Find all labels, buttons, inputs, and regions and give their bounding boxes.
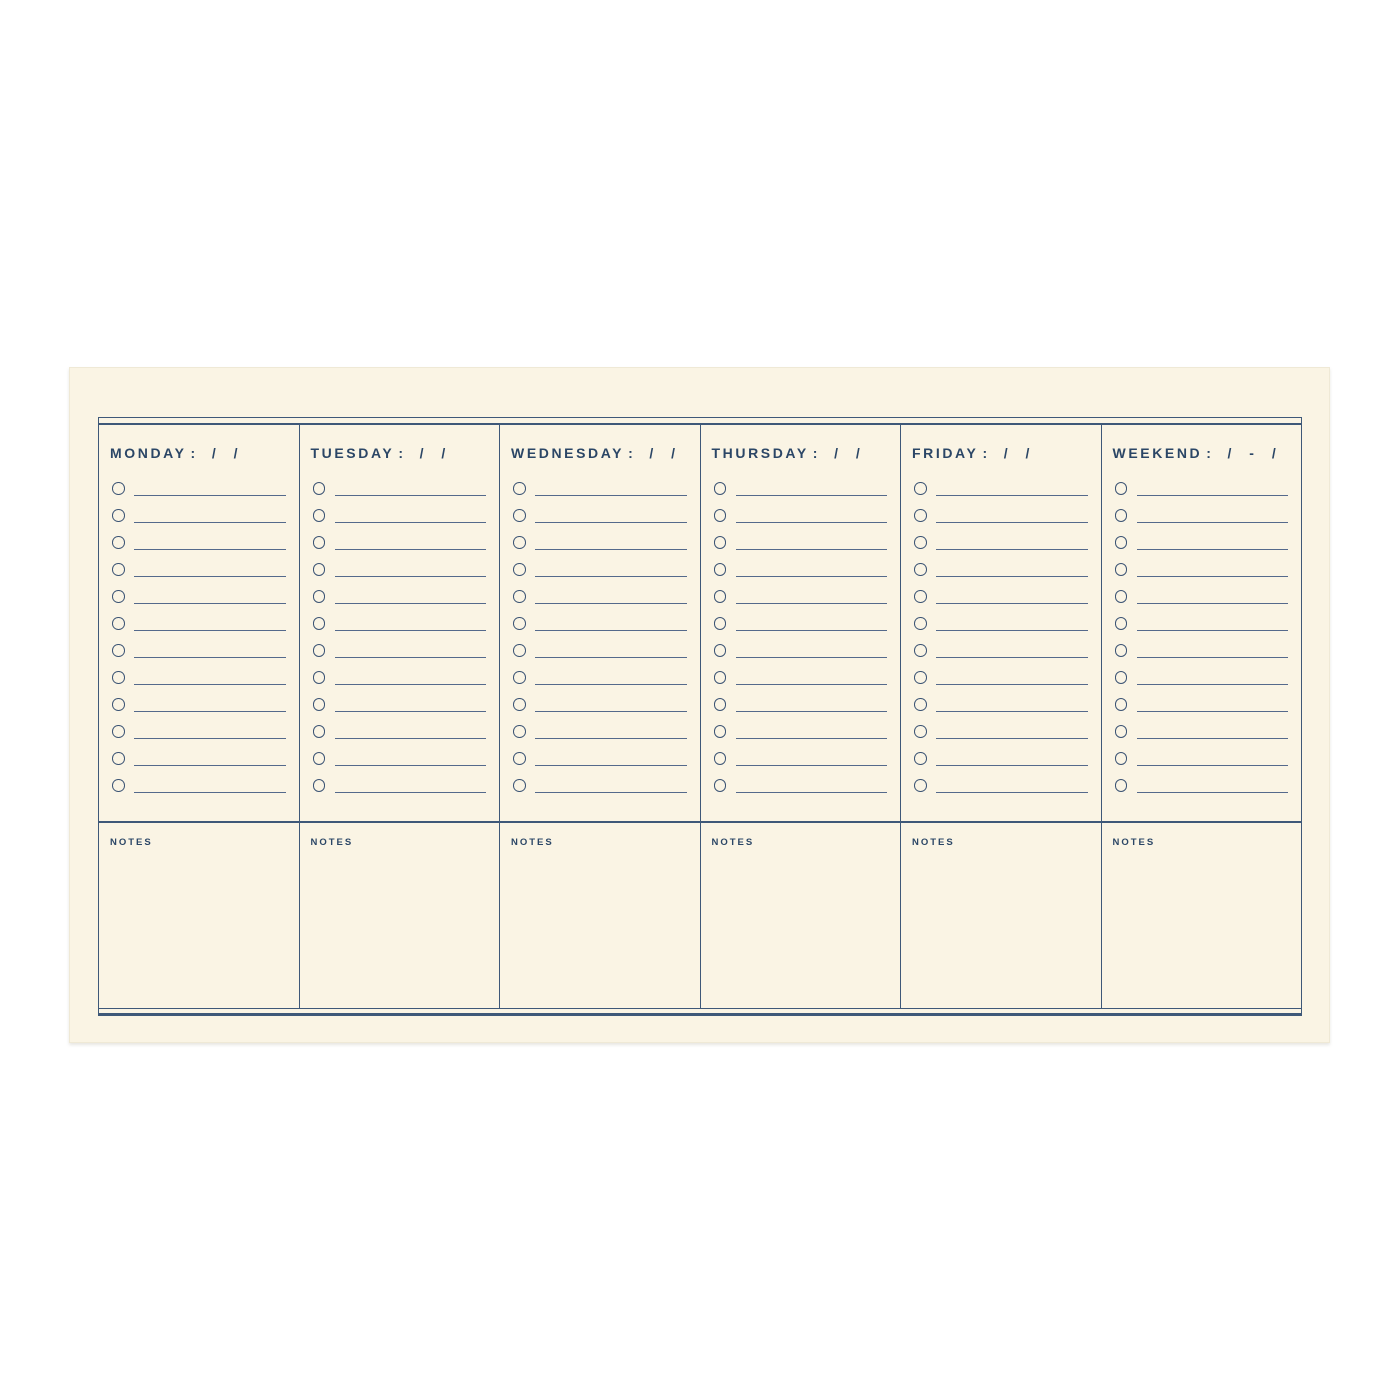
todo-write-line[interactable] [736,765,888,766]
date-placeholder: / / [649,445,683,461]
todo-row[interactable] [99,718,299,745]
todo-row[interactable] [901,718,1101,745]
todo-row[interactable] [500,610,700,637]
todo-write-line[interactable] [134,522,286,523]
day-header [1102,425,1302,475]
todo-write-line[interactable] [936,576,1088,577]
checkbox-circle-icon[interactable] [313,698,326,711]
todo-list [300,475,500,799]
notes-section[interactable] [1102,821,1302,1008]
todo-row[interactable] [701,664,901,691]
bottom-double-rule [99,1008,1301,1009]
checkbox-circle-icon[interactable] [313,590,326,603]
todo-write-line[interactable] [736,711,888,712]
checkbox-circle-icon[interactable] [112,617,125,630]
checkbox-circle-icon[interactable] [914,536,927,549]
checkbox-circle-icon[interactable] [513,482,526,495]
checkbox-circle-icon[interactable] [1115,671,1128,684]
todo-write-line[interactable] [1137,711,1289,712]
todo-row[interactable] [99,637,299,664]
checkbox-circle-icon[interactable] [714,698,727,711]
day-label: TUESDAY [310,445,395,461]
todo-row[interactable] [1102,475,1302,502]
day-column-friday [901,425,1102,1008]
checkbox-circle-icon[interactable] [513,536,526,549]
todo-list [1102,475,1302,799]
todo-write-line[interactable] [134,738,286,739]
checkbox-circle-icon[interactable] [313,482,326,495]
todo-row[interactable] [500,745,700,772]
day-separator: : [982,445,990,461]
day-label: MONDAY [110,445,187,461]
todo-list [500,475,700,799]
checkbox-circle-icon[interactable] [714,482,727,495]
todo-row[interactable] [300,556,500,583]
date-placeholder: / / [419,445,453,461]
checkbox-circle-icon[interactable] [112,509,125,522]
todo-write-line[interactable] [1137,549,1289,550]
todo-write-line[interactable] [335,576,487,577]
todo-row[interactable] [1102,637,1302,664]
todo-row[interactable] [99,502,299,529]
todo-row[interactable] [500,583,700,610]
notes-label: NOTES [912,837,955,848]
todo-row[interactable] [701,718,901,745]
todo-row[interactable] [300,664,500,691]
todo-write-line[interactable] [134,765,286,766]
todo-write-line[interactable] [1137,495,1289,496]
todo-write-line[interactable] [335,630,487,631]
todo-row[interactable] [901,745,1101,772]
day-separator: : [398,445,406,461]
todo-write-line[interactable] [335,603,487,604]
todo-write-line[interactable] [936,765,1088,766]
todo-row[interactable] [500,664,700,691]
todo-write-line[interactable] [936,630,1088,631]
todo-row[interactable] [1102,664,1302,691]
todo-row[interactable] [300,502,500,529]
todo-write-line[interactable] [335,711,487,712]
checkbox-circle-icon[interactable] [914,698,927,711]
checkbox-circle-icon[interactable] [513,644,526,657]
todo-write-line[interactable] [535,603,687,604]
todo-write-line[interactable] [134,657,286,658]
todo-write-line[interactable] [335,738,487,739]
todo-write-line[interactable] [936,495,1088,496]
checkbox-circle-icon[interactable] [1115,482,1128,495]
todo-row[interactable] [701,556,901,583]
notes-label: NOTES [110,837,153,848]
todo-write-line[interactable] [535,657,687,658]
checkbox-circle-icon[interactable] [1115,725,1128,738]
checkbox-circle-icon[interactable] [112,563,125,576]
todo-write-line[interactable] [335,657,487,658]
todo-write-line[interactable] [335,765,487,766]
todo-row[interactable] [300,745,500,772]
todo-row[interactable] [500,637,700,664]
todo-write-line[interactable] [736,495,888,496]
todo-row[interactable] [99,475,299,502]
checkbox-circle-icon[interactable] [513,698,526,711]
todo-row[interactable] [300,772,500,799]
checkbox-circle-icon[interactable] [1115,698,1128,711]
checkbox-circle-icon[interactable] [313,752,326,765]
todo-write-line[interactable] [736,522,888,523]
todo-row[interactable] [1102,529,1302,556]
todo-write-line[interactable] [134,603,286,604]
todo-write-line[interactable] [535,576,687,577]
todo-row[interactable] [300,718,500,745]
checkbox-circle-icon[interactable] [112,482,125,495]
todo-write-line[interactable] [535,522,687,523]
todo-write-line[interactable] [335,549,487,550]
checkbox-circle-icon[interactable] [1115,779,1128,792]
checkbox-circle-icon[interactable] [714,752,727,765]
todo-write-line[interactable] [335,792,487,793]
checkbox-circle-icon[interactable] [313,644,326,657]
checkbox-circle-icon[interactable] [914,509,927,522]
todo-row[interactable] [500,529,700,556]
todo-write-line[interactable] [736,603,888,604]
date-placeholder: / - / [1227,445,1283,461]
checkbox-circle-icon[interactable] [714,563,727,576]
day-header [99,425,299,475]
day-column-weekend [1102,425,1302,1008]
todo-write-line[interactable] [134,576,286,577]
todo-write-line[interactable] [535,765,687,766]
todo-write-line[interactable] [335,522,487,523]
day-column-thursday [701,425,902,1008]
day-label: THURSDAY [711,445,809,461]
todo-row[interactable] [1102,745,1302,772]
todo-row[interactable] [300,691,500,718]
notes-section[interactable] [901,821,1101,1008]
checkbox-circle-icon[interactable] [313,725,326,738]
todo-row[interactable] [300,637,500,664]
day-column-wednesday [500,425,701,1008]
todo-row[interactable] [901,772,1101,799]
todo-row[interactable] [99,529,299,556]
todo-write-line[interactable] [736,738,888,739]
todo-write-line[interactable] [736,657,888,658]
checkbox-circle-icon[interactable] [313,671,326,684]
checkbox-circle-icon[interactable] [513,509,526,522]
checkbox-circle-icon[interactable] [313,509,326,522]
todo-write-line[interactable] [1137,738,1289,739]
day-separator: : [628,445,636,461]
checkbox-circle-icon[interactable] [313,536,326,549]
todo-write-line[interactable] [1137,630,1289,631]
notes-section[interactable] [701,821,901,1008]
todo-row[interactable] [901,610,1101,637]
todo-row[interactable] [901,529,1101,556]
day-header [701,425,901,475]
todo-row[interactable] [500,718,700,745]
day-column-monday [99,425,300,1008]
checkbox-circle-icon[interactable] [914,752,927,765]
todo-write-line[interactable] [936,522,1088,523]
todo-write-line[interactable] [936,684,1088,685]
todo-list [701,475,901,799]
todo-write-line[interactable] [535,630,687,631]
notes-label: NOTES [711,837,755,848]
todo-row[interactable] [901,556,1101,583]
checkbox-circle-icon[interactable] [914,590,927,603]
todo-row[interactable] [1102,772,1302,799]
todo-row[interactable] [901,583,1101,610]
checkbox-circle-icon[interactable] [112,725,125,738]
checkbox-circle-icon[interactable] [513,752,526,765]
checkbox-circle-icon[interactable] [914,779,927,792]
todo-row[interactable] [701,502,901,529]
notes-section[interactable] [300,821,500,1008]
todo-row[interactable] [901,691,1101,718]
date-placeholder: / / [834,445,867,461]
todo-write-line[interactable] [736,576,888,577]
checkbox-circle-icon[interactable] [513,563,526,576]
todo-row[interactable] [99,664,299,691]
todo-list [99,475,299,799]
day-separator: : [190,445,198,461]
todo-row[interactable] [701,772,901,799]
todo-write-line[interactable] [936,711,1088,712]
checkbox-circle-icon[interactable] [714,590,727,603]
checkbox-circle-icon[interactable] [914,725,927,738]
todo-write-line[interactable] [535,711,687,712]
date-placeholder: / / [1003,445,1037,461]
checkbox-circle-icon[interactable] [513,617,526,630]
todo-row[interactable] [701,691,901,718]
day-header [901,425,1101,475]
todo-list [901,475,1101,799]
checkbox-circle-icon[interactable] [714,536,727,549]
day-columns [99,425,1301,1008]
checkbox-circle-icon[interactable] [1115,752,1128,765]
checkbox-circle-icon[interactable] [313,563,326,576]
notes-section[interactable] [99,821,299,1008]
todo-row[interactable] [99,610,299,637]
checkbox-circle-icon[interactable] [1115,590,1128,603]
todo-row[interactable] [1102,691,1302,718]
checkbox-circle-icon[interactable] [714,509,727,522]
todo-row[interactable] [901,637,1101,664]
todo-write-line[interactable] [134,711,286,712]
todo-write-line[interactable] [134,549,286,550]
checkbox-circle-icon[interactable] [513,725,526,738]
todo-write-line[interactable] [1137,603,1289,604]
checkbox-circle-icon[interactable] [914,644,927,657]
notes-section[interactable] [500,821,700,1008]
todo-row[interactable] [701,637,901,664]
day-column-tuesday [300,425,501,1008]
todo-row[interactable] [500,502,700,529]
checkbox-circle-icon[interactable] [1115,617,1128,630]
todo-row[interactable] [701,610,901,637]
checkbox-circle-icon[interactable] [112,590,125,603]
notes-label: NOTES [1112,837,1156,848]
todo-write-line[interactable] [936,738,1088,739]
checkbox-circle-icon[interactable] [112,671,125,684]
todo-row[interactable] [300,610,500,637]
todo-write-line[interactable] [936,657,1088,658]
checkbox-circle-icon[interactable] [914,671,927,684]
checkbox-circle-icon[interactable] [513,590,526,603]
todo-row[interactable] [901,502,1101,529]
checkbox-circle-icon[interactable] [1115,536,1128,549]
checkbox-circle-icon[interactable] [1115,563,1128,576]
todo-write-line[interactable] [1137,765,1289,766]
todo-row[interactable] [901,475,1101,502]
checkbox-circle-icon[interactable] [714,617,727,630]
checkbox-circle-icon[interactable] [914,563,927,576]
todo-write-line[interactable] [1137,657,1289,658]
planner-paper [69,367,1330,1043]
todo-row[interactable] [99,772,299,799]
todo-row[interactable] [99,556,299,583]
todo-row[interactable] [701,745,901,772]
todo-write-line[interactable] [535,684,687,685]
todo-write-line[interactable] [134,630,286,631]
checkbox-circle-icon[interactable] [714,725,727,738]
todo-write-line[interactable] [936,603,1088,604]
todo-row[interactable] [1102,718,1302,745]
day-label: WEEKEND [1112,445,1203,461]
todo-row[interactable] [1102,583,1302,610]
day-separator: : [812,445,821,461]
planner-table [98,417,1302,1016]
checkbox-circle-icon[interactable] [1115,509,1128,522]
todo-row[interactable] [300,529,500,556]
checkbox-circle-icon[interactable] [112,536,125,549]
todo-row[interactable] [701,583,901,610]
todo-row[interactable] [300,583,500,610]
todo-row[interactable] [901,664,1101,691]
day-header [500,425,700,475]
checkbox-circle-icon[interactable] [714,671,727,684]
checkbox-circle-icon[interactable] [914,617,927,630]
todo-write-line[interactable] [1137,792,1289,793]
todo-write-line[interactable] [736,684,888,685]
todo-row[interactable] [1102,556,1302,583]
day-label: FRIDAY [912,445,979,461]
checkbox-circle-icon[interactable] [112,752,125,765]
checkbox-circle-icon[interactable] [714,644,727,657]
todo-row[interactable] [500,556,700,583]
checkbox-circle-icon[interactable] [313,617,326,630]
checkbox-circle-icon[interactable] [513,671,526,684]
todo-write-line[interactable] [535,495,687,496]
checkbox-circle-icon[interactable] [112,698,125,711]
notes-label: NOTES [310,837,354,848]
todo-write-line[interactable] [1137,684,1289,685]
checkbox-circle-icon[interactable] [714,779,727,792]
day-separator: : [1206,445,1214,461]
todo-write-line[interactable] [736,630,888,631]
todo-row[interactable] [99,583,299,610]
todo-row[interactable] [500,772,700,799]
todo-row[interactable] [701,529,901,556]
todo-write-line[interactable] [335,684,487,685]
todo-write-line[interactable] [1137,522,1289,523]
checkbox-circle-icon[interactable] [112,779,125,792]
todo-row[interactable] [500,691,700,718]
checkbox-circle-icon[interactable] [313,779,326,792]
todo-write-line[interactable] [134,792,286,793]
todo-write-line[interactable] [335,495,487,496]
date-placeholder: / / [211,445,245,461]
todo-write-line[interactable] [535,549,687,550]
todo-row[interactable] [300,475,500,502]
todo-write-line[interactable] [736,792,888,793]
todo-write-line[interactable] [535,792,687,793]
todo-write-line[interactable] [134,684,286,685]
checkbox-circle-icon[interactable] [914,482,927,495]
todo-write-line[interactable] [736,549,888,550]
checkbox-circle-icon[interactable] [1115,644,1128,657]
todo-row[interactable] [99,745,299,772]
day-label: WEDNESDAY [511,445,625,461]
checkbox-circle-icon[interactable] [513,779,526,792]
todo-row[interactable] [1102,502,1302,529]
todo-row[interactable] [1102,610,1302,637]
todo-write-line[interactable] [936,549,1088,550]
notes-label: NOTES [511,837,554,848]
checkbox-circle-icon[interactable] [112,644,125,657]
todo-write-line[interactable] [535,738,687,739]
todo-row[interactable] [99,691,299,718]
todo-write-line[interactable] [134,495,286,496]
todo-write-line[interactable] [1137,576,1289,577]
todo-write-line[interactable] [936,792,1088,793]
todo-row[interactable] [500,475,700,502]
day-header [300,425,500,475]
todo-row[interactable] [701,475,901,502]
